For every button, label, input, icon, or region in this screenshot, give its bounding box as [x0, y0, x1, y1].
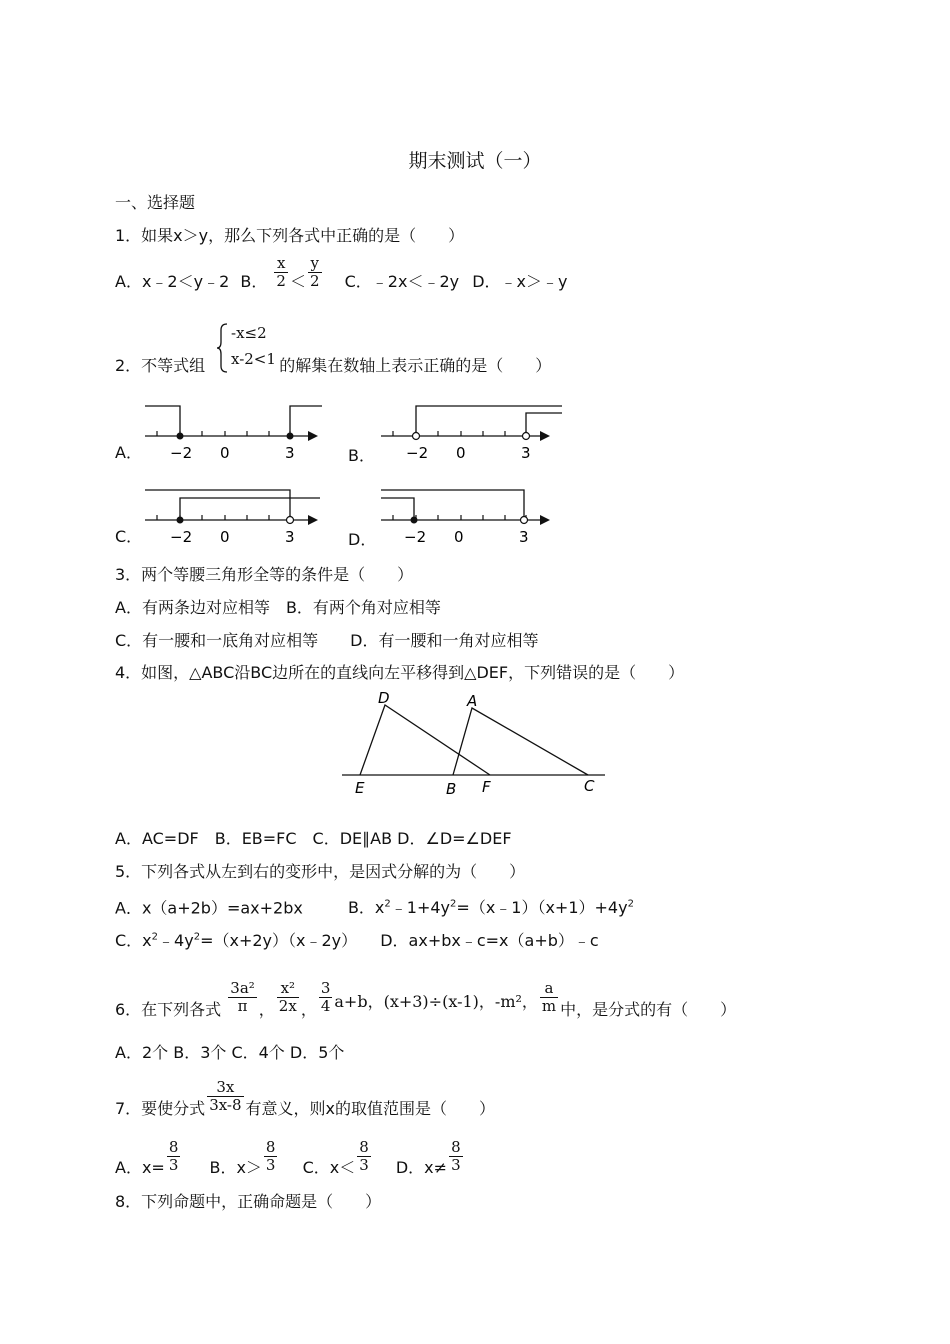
label-c: C [584, 777, 595, 795]
q6-comma: ， [258, 1000, 275, 1019]
q2-inequality-system [215, 322, 295, 374]
q2-stem [115, 356, 551, 376]
q2-option-c-label: C． [115, 527, 143, 546]
q5-option-a: A．x（a+2b）=ax+2bx [115, 898, 303, 918]
tick-label-minus2: −2 [404, 528, 427, 546]
q1-option-d: D．﹣x＞﹣y [472, 272, 568, 291]
q5-stem: 5．下列各式从左到右的变形中，是因式分解的为（ ） [115, 862, 526, 881]
tick-label-minus2: −2 [406, 444, 429, 462]
q6-fraction-6: $\frac{a}{m}$ [541, 979, 557, 1015]
q7-stem [115, 1078, 496, 1119]
q3-stem: 3．两个等腰三角形全等的条件是（ ） [115, 565, 414, 584]
tick-label-0: 0 [454, 528, 464, 546]
q6-options: A．2个 B．3个 C．4个 D．5个 [115, 1043, 345, 1062]
q7-frac-b: $\frac{8}{3}$ [265, 1138, 276, 1174]
q6-comma: ， [300, 1000, 317, 1019]
q3-options-cd: C．有一腰和一底角对应相等 D．有一腰和一角对应相等 [115, 631, 539, 650]
q1-fraction-x: $\frac{x}{2}$ [276, 254, 286, 290]
q5-options-ab [115, 895, 634, 918]
q7-option-d: D．x≠ [395, 1158, 448, 1177]
q1-option-b-label: B． [240, 272, 268, 291]
q1-option-a: A．x﹣2＜y﹣2 [115, 272, 230, 291]
q7-fraction: $\frac{3x}{3x-8}$ [209, 1078, 242, 1114]
q2-numberline-c [140, 480, 330, 550]
q7-option-b: B．x＞ [209, 1158, 262, 1177]
q6-term-5: -m²， [494, 992, 538, 1011]
q7-suffix: 有意义，则x的取值范围是（ ） [245, 1099, 496, 1118]
tick-label-0: 0 [456, 444, 466, 462]
q1-options [115, 254, 568, 292]
q6-fraction-3: $\frac{3}{4}$ [320, 979, 331, 1015]
q6-fraction-1: $\frac{\text{3a²}}{\pi}$ [230, 979, 255, 1015]
q1-fraction-y: $\frac{y}{2}$ [309, 254, 320, 290]
tick-label-3: 3 [285, 444, 295, 462]
section-heading: 一、选择题 [115, 193, 196, 212]
q1-less-than: ＜ [289, 272, 306, 291]
q2-suffix: 的解集在数轴上表示正确的是（ ） [279, 356, 552, 375]
q7-frac-a: $\frac{8}{3}$ [168, 1138, 179, 1174]
q8-stem: 8．下列命题中，正确命题是（ ） [115, 1192, 382, 1211]
q6-stem [115, 979, 737, 1020]
q2-numberline-b [376, 396, 566, 466]
q2-option-d-label: D． [348, 530, 377, 549]
q3-options-ab: A．有两条边对应相等 B．有两个角对应相等 [115, 598, 441, 617]
q2-option-a-label: A． [115, 443, 142, 462]
label-a: A [467, 692, 478, 710]
q7-prefix: 7．要使分式 [115, 1099, 206, 1118]
q2-numberline-d [376, 480, 566, 550]
label-d: D [378, 689, 390, 707]
q6-fraction-2: $\frac{\text{x²}}{2x}$ [278, 979, 297, 1015]
tick-label-3: 3 [285, 528, 295, 546]
q7-options [115, 1138, 465, 1178]
q2-option-b-label: B． [348, 446, 375, 465]
tick-label-minus2: −2 [170, 444, 193, 462]
q7-frac-c: $\frac{8}{3}$ [359, 1138, 369, 1174]
q1-stem: 1．如果x＞y，那么下列各式中正确的是（ ） [115, 226, 465, 245]
tick-label-minus2: −2 [170, 528, 193, 546]
q2-ineq-1: -x≤2 [231, 324, 267, 342]
q2-brace-icon [215, 322, 231, 374]
q1-option-c: C．﹣2x＜﹣2y [344, 272, 460, 291]
q2-numberline-a [140, 396, 330, 466]
q5-option-b: B．$x^2﹣1+4y^2=(x﹣1)(x+1)+4y^2$ [347, 898, 634, 918]
label-f: F [482, 778, 491, 796]
q4-triangle-figure [340, 688, 610, 800]
label-e: E [355, 779, 365, 797]
q4-options: A．AC=DF B．EB=FC C．DE∥AB D．∠D=∠DEF [115, 829, 512, 848]
q6-suffix: 中，是分式的有（ ） [560, 1000, 737, 1019]
q5-option-c: C．$x^2﹣4y^2=(x+2y)(x﹣2y)$ [115, 931, 358, 951]
q4-stem: 4．如图，△ABC沿BC边所在的直线向左平移得到△DEF，下列错误的是（ ） [115, 663, 685, 682]
q2-ineq-2: x-2<1 [231, 350, 276, 368]
tick-label-0: 0 [220, 528, 230, 546]
q6-term-4: (x+3)÷(x-1)， [383, 992, 495, 1011]
q7-option-a: A．x= [115, 1158, 165, 1177]
q7-option-c: C．x＜ [302, 1158, 356, 1177]
q6-term-3: a+b， [334, 992, 384, 1011]
q7-frac-d: $\frac{8}{3}$ [451, 1138, 461, 1174]
q5-option-d: D．ax+bx﹣c=x（a+b）﹣c [380, 931, 599, 951]
q2-prefix: 2．不等式组 [115, 356, 206, 375]
page-title: 期末测试（一） [408, 150, 542, 172]
tick-label-3: 3 [519, 528, 529, 546]
q5-options-cd [115, 928, 599, 951]
tick-label-0: 0 [220, 444, 230, 462]
tick-label-3: 3 [521, 444, 531, 462]
q6-prefix: 6．在下列各式 [115, 1000, 222, 1019]
label-b: B [446, 780, 457, 798]
